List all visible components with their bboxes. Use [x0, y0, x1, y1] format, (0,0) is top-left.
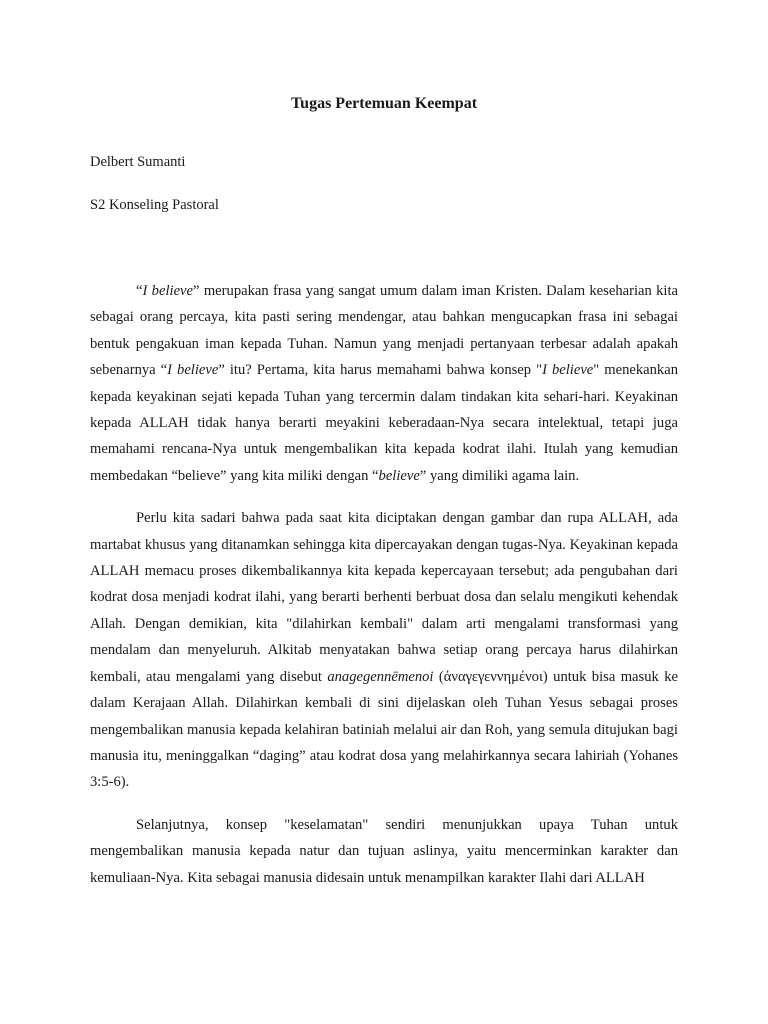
- italic-text-run: I believe: [167, 362, 219, 379]
- text-run: Selanjutnya, konsep "keselamatan" sendiri menunjukkan upaya Tuhan untuk mengembalikan manusia kepada natur dan tujuan aslinya, yaitu mencerminkan karakter dan kemuliaan-Nya. Kita sebagai manusia didesain untuk menampilkan karakter Ilahi dari ALLAH: [90, 816, 678, 886]
- italic-text-run: I believe: [542, 362, 594, 379]
- text-run: ” itu? Pertama, kita harus memahami bahwa konsep ": [218, 362, 543, 379]
- text-run: (ἀναγεγεννημένοι) untuk bisa masuk ke dalam Kerajaan Allah. Dilahirkan kembali di sini dijelaskan oleh Tuhan Yesus sebagai proses mengembalikan manusia kepada kelahiran batiniah melalui air dan Roh, yang semula ditujukan bagi manusia itu, meninggalkan “daging” atau kodrat dosa yang melahirkannya secara lahiriah (Yohanes 3:5-6).: [90, 668, 678, 791]
- italic-text-run: anagegennēmenoi: [327, 668, 434, 685]
- study-program: S2 Konseling Pastoral: [90, 197, 219, 213]
- text-run: " menekankan kepada keyakinan sejati kepada Tuhan yang tercermin dalam tindakan kita sehari-hari. Keyakinan kepada ALLAH tidak hanya berarti meyakini keberadaan-Nya secara intelektual, tetapi juga memahami rencana-Nya untuk mengembalikan kita kepada kodrat ilahi. Itulah yang kemudian membedakan “believe” yang kita miliki dengan “: [90, 362, 679, 484]
- paragraph: [90, 278, 678, 489]
- document-body: [90, 278, 678, 907]
- text-run: “: [136, 283, 143, 299]
- text-run: ” merupakan frasa yang sangat umum dalam iman Kristen. Dalam keseharian kita sebagai orang percaya, kita pasti sering mendengar, atau bahkan mengucapkan frasa ini sebagai bentuk pengakuan iman kepada Tuhan. Namun yang menjadi pertanyaan terbesar adalah apakah sebenarnya “: [90, 283, 679, 379]
- text-run: ” yang dimiliki agama lain.: [419, 467, 580, 484]
- italic-text-run: believe: [378, 467, 420, 484]
- paragraph: [90, 505, 678, 795]
- italic-text-run: I believe: [142, 283, 194, 299]
- document-title: Tugas Pertemuan Keempat: [290, 95, 478, 112]
- author-name: Delbert Sumanti: [90, 154, 186, 170]
- text-run: Perlu kita sadari bahwa pada saat kita diciptakan dengan gambar dan rupa ALLAH, ada martabat khusus yang ditanamkan sehingga kita dipercayakan dengan tugas-Nya. Keyakinan kepada ALLAH memacu proses dikembalikannya kita kepada kepercayaan tersebut; ada pengubahan dari kodrat dosa menjadi kodrat ilahi, yang berarti berhenti berbuat dosa dan selalu mengikuti kehendak Allah. Dengan demikian, kita "dilahirkan kembali" dalam arti mengalami transformasi yang mendalam dan menyeluruh. Alkitab menyatakan bahwa setiap orang percaya harus dilahirkan kembali, atau mengalami yang disebut: [90, 510, 678, 685]
- paragraph: [90, 812, 678, 891]
